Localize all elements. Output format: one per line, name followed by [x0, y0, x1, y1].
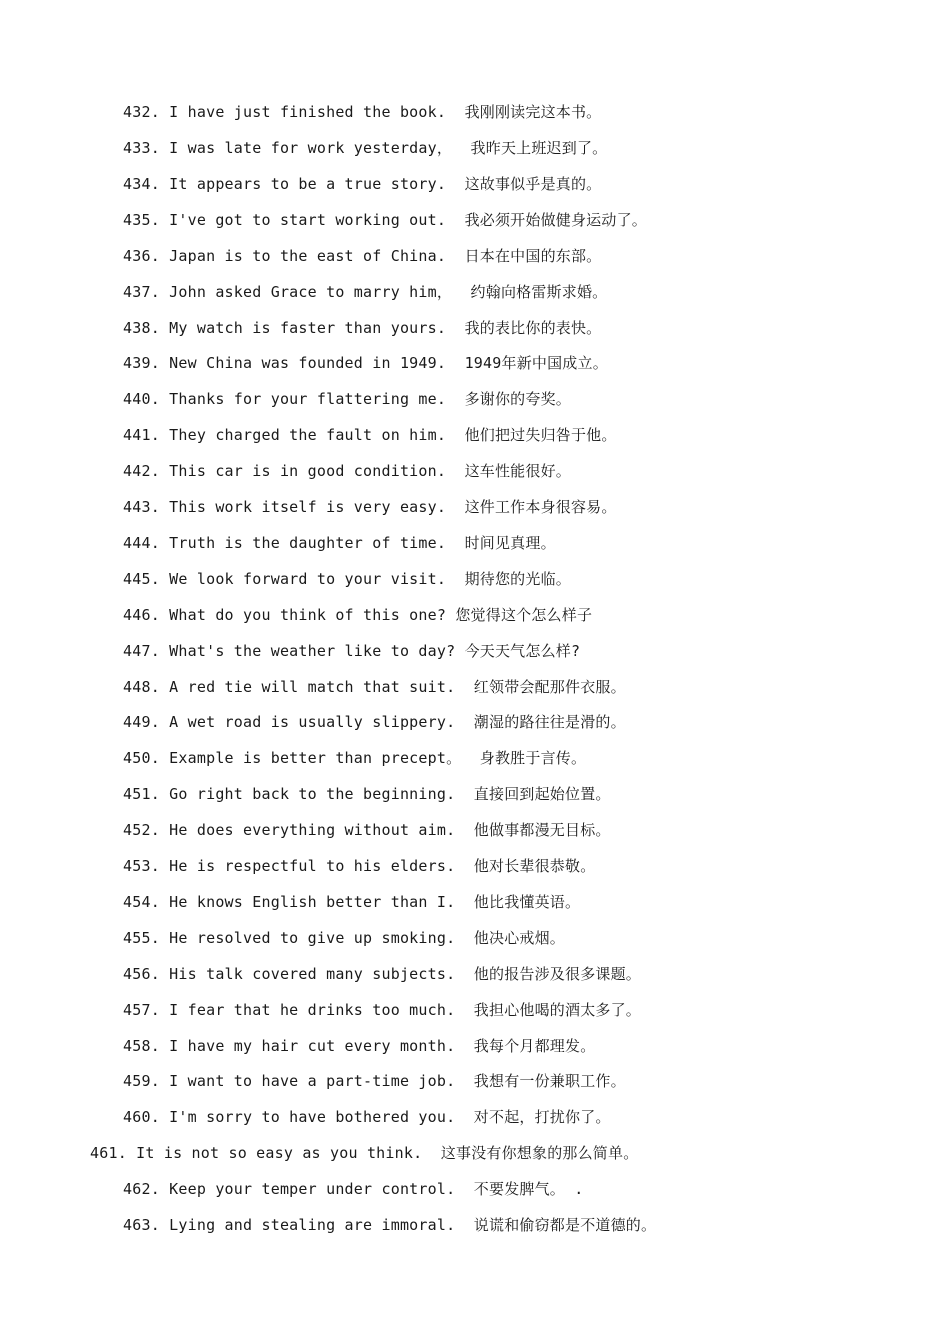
sentence-number: 432.	[123, 103, 160, 121]
sentence-number: 436.	[123, 247, 160, 265]
english-sentence: It is not so easy as you think.	[136, 1144, 423, 1162]
chinese-translation: 约翰向格雷斯求婚。	[470, 283, 608, 301]
sentence-number: 434.	[123, 175, 160, 193]
sentence-line	[123, 318, 601, 338]
english-sentence: Go right back to the beginning.	[169, 785, 456, 803]
sentence-number: 461.	[90, 1144, 127, 1162]
english-sentence: This car is in good condition.	[169, 462, 447, 480]
sentence-line	[123, 856, 595, 876]
sentence-line	[123, 1071, 626, 1091]
english-sentence: They charged the fault on him.	[169, 426, 447, 444]
chinese-translation: 1949年新中国成立。	[464, 354, 608, 372]
sentence-line	[123, 210, 647, 230]
chinese-translation: 身教胜于言传。	[479, 749, 587, 767]
english-sentence: What do you think of this one?	[169, 606, 447, 624]
english-sentence: I want to have a part-time job.	[169, 1072, 456, 1090]
chinese-translation: 他对长辈很恭敬。	[473, 857, 596, 875]
sentence-line	[123, 748, 586, 768]
chinese-translation: 不要发脾气。 .	[473, 1180, 584, 1198]
sentence-line	[123, 425, 617, 445]
english-sentence: What's the weather like to day?	[169, 642, 456, 660]
chinese-translation: 直接回到起始位置。	[473, 785, 611, 803]
sentence-number: 440.	[123, 390, 160, 408]
english-sentence: Lying and stealing are immoral.	[169, 1216, 456, 1234]
sentence-line	[123, 389, 571, 409]
sentence-number: 450.	[123, 749, 160, 767]
sentence-line	[123, 1000, 641, 1020]
chinese-translation: 日本在中国的东部。	[464, 247, 602, 265]
english-sentence: I've got to start working out.	[169, 211, 447, 229]
english-sentence: My watch is faster than yours.	[169, 319, 447, 337]
chinese-translation: 期待您的光临。	[464, 570, 571, 588]
english-sentence: He is respectful to his elders.	[169, 857, 456, 875]
sentence-number: 437.	[123, 283, 160, 301]
english-sentence: John asked Grace to marry him，	[169, 283, 453, 301]
sentence-number: 446.	[123, 606, 160, 624]
sentence-number: 438.	[123, 319, 160, 337]
sentence-number: 433.	[123, 139, 160, 157]
english-sentence: I'm sorry to have bothered you.	[169, 1108, 456, 1126]
sentence-line	[123, 820, 611, 840]
sentence-number: 444.	[123, 534, 160, 552]
sentence-line	[123, 1107, 611, 1127]
chinese-translation: 说谎和偷窃都是不道德的。	[473, 1216, 657, 1234]
chinese-translation: 我担心他喝的酒太多了。	[473, 1001, 641, 1019]
english-sentence: A red tie will match that suit.	[169, 678, 456, 696]
sentence-line	[123, 1215, 656, 1235]
english-sentence: I fear that he drinks too much.	[169, 1001, 456, 1019]
sentence-number: 442.	[123, 462, 160, 480]
sentence-number: 449.	[123, 713, 160, 731]
sentence-line	[123, 1036, 595, 1056]
chinese-translation: 这事没有你想象的那么简单。	[440, 1144, 639, 1162]
sentence-number: 453.	[123, 857, 160, 875]
chinese-translation: 我想有一份兼职工作。	[473, 1072, 626, 1090]
sentence-number: 447.	[123, 642, 160, 660]
chinese-translation: 对不起，打扰你了。	[473, 1108, 611, 1126]
chinese-translation: 您觉得这个怎么样子	[455, 606, 593, 624]
english-sentence: He knows English better than I.	[169, 893, 456, 911]
sentence-line	[123, 353, 608, 373]
chinese-translation: 他比我懂英语。	[473, 893, 581, 911]
chinese-translation: 他做事都漫无目标。	[473, 821, 611, 839]
english-sentence: I have just finished the book.	[169, 103, 447, 121]
sentence-line	[90, 1143, 638, 1163]
sentence-number: 441.	[123, 426, 160, 444]
english-sentence: This work itself is very easy.	[169, 498, 447, 516]
sentence-number: 459.	[123, 1072, 160, 1090]
english-sentence: We look forward to your visit.	[169, 570, 447, 588]
english-sentence: He does everything without aim.	[169, 821, 456, 839]
sentence-number: 439.	[123, 354, 160, 372]
sentence-number: 456.	[123, 965, 160, 983]
chinese-translation: 他的报告涉及很多课题。	[473, 965, 641, 983]
sentence-line	[123, 102, 601, 122]
chinese-translation: 潮湿的路往往是滑的。	[473, 713, 626, 731]
sentence-number: 448.	[123, 678, 160, 696]
sentence-line	[123, 569, 571, 589]
sentence-number: 454.	[123, 893, 160, 911]
english-sentence: A wet road is usually slippery.	[169, 713, 456, 731]
sentence-line	[123, 712, 626, 732]
sentence-line	[123, 784, 611, 804]
chinese-translation: 我刚刚读完这本书。	[464, 103, 602, 121]
english-sentence: His talk covered many subjects.	[169, 965, 456, 983]
sentence-number: 463.	[123, 1216, 160, 1234]
chinese-translation: 我的表比你的表快。	[464, 319, 602, 337]
sentence-number: 462.	[123, 1180, 160, 1198]
chinese-translation: 他决心戒烟。	[473, 929, 565, 947]
sentence-line	[123, 964, 641, 984]
english-sentence: Thanks for your flattering me.	[169, 390, 447, 408]
sentence-line	[123, 138, 607, 158]
sentence-line	[123, 677, 626, 697]
sentence-line	[123, 533, 556, 553]
chinese-translation: 时间见真理。	[464, 534, 556, 552]
english-sentence: It appears to be a true story.	[169, 175, 447, 193]
sentence-line	[123, 605, 592, 625]
chinese-translation: 他们把过失归咎于他。	[464, 426, 617, 444]
chinese-translation: 这故事似乎是真的。	[464, 175, 602, 193]
sentence-number: 458.	[123, 1037, 160, 1055]
sentence-number: 451.	[123, 785, 160, 803]
sentence-line	[123, 461, 571, 481]
sentence-line	[123, 174, 601, 194]
sentence-line	[123, 282, 607, 302]
english-sentence: He resolved to give up smoking.	[169, 929, 456, 947]
sentence-number: 455.	[123, 929, 160, 947]
sentence-number: 435.	[123, 211, 160, 229]
sentence-number: 445.	[123, 570, 160, 588]
english-sentence: Truth is the daughter of time.	[169, 534, 447, 552]
english-sentence: I have my hair cut every month.	[169, 1037, 456, 1055]
sentence-number: 457.	[123, 1001, 160, 1019]
english-sentence: Example is better than precept。	[169, 749, 462, 767]
chinese-translation: 今天天气怎么样?	[464, 642, 581, 660]
chinese-translation: 我必须开始做健身运动了。	[464, 211, 647, 229]
sentence-line	[123, 641, 580, 661]
chinese-translation: 我昨天上班迟到了。	[470, 139, 608, 157]
sentence-line	[123, 1179, 583, 1199]
chinese-translation: 这件工作本身很容易。	[464, 498, 617, 516]
sentence-number: 443.	[123, 498, 160, 516]
english-sentence: Japan is to the east of China.	[169, 247, 447, 265]
chinese-translation: 这车性能很好。	[464, 462, 571, 480]
english-sentence: New China was founded in 1949.	[169, 354, 447, 372]
chinese-translation: 红领带会配那件衣服。	[473, 678, 626, 696]
sentence-number: 452.	[123, 821, 160, 839]
english-sentence: I was late for work yesterday，	[169, 139, 453, 157]
chinese-translation: 多谢你的夸奖。	[464, 390, 571, 408]
sentence-line	[123, 497, 617, 517]
english-sentence: Keep your temper under control.	[169, 1180, 456, 1198]
chinese-translation: 我每个月都理发。	[473, 1037, 596, 1055]
sentence-line	[123, 892, 580, 912]
sentence-number: 460.	[123, 1108, 160, 1126]
sentence-line	[123, 928, 565, 948]
sentence-line	[123, 246, 601, 266]
